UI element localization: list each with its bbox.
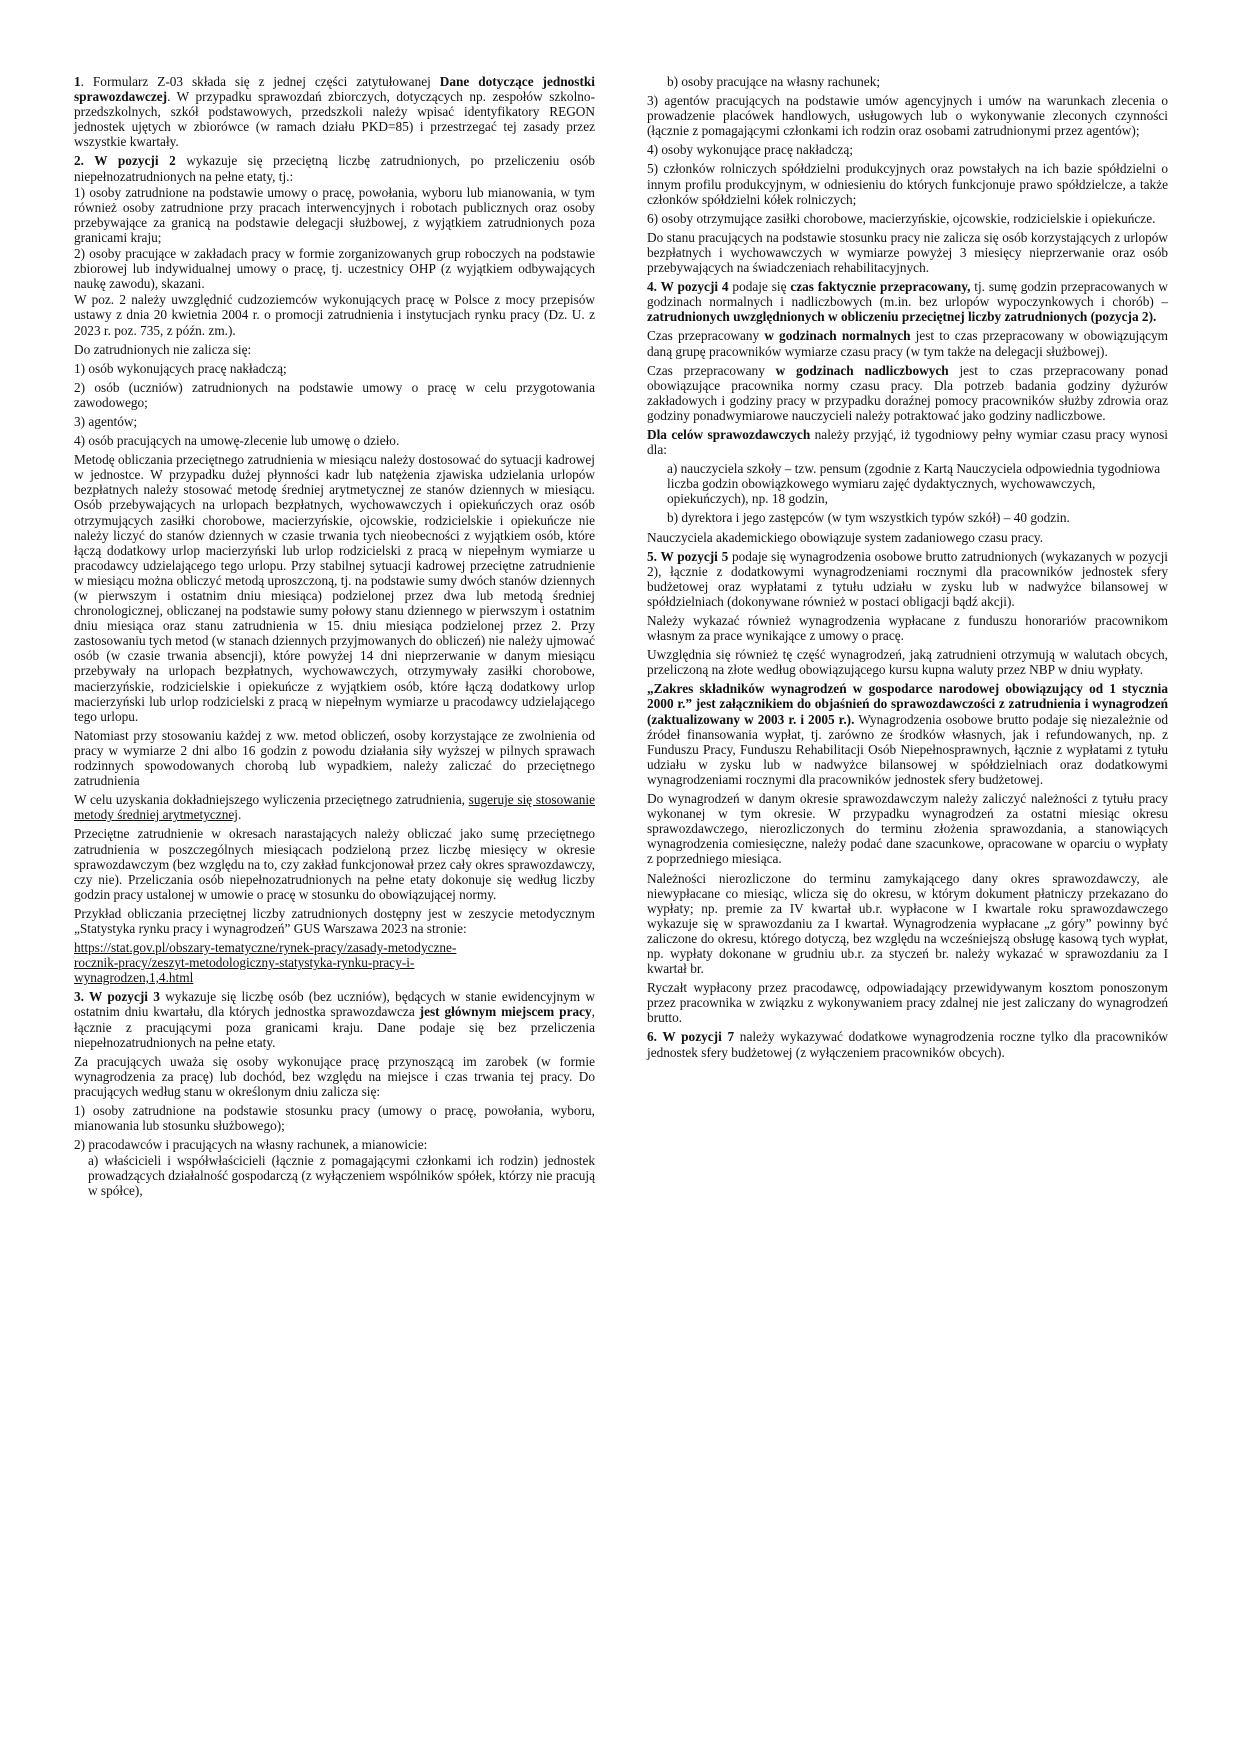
list-item: 6) osoby otrzymujące zasiłki chorobowe, macierzyńskie, ojcowskie, rodzicielskie i opiekuńcze. [647, 210, 1156, 226]
paragraph-4 [647, 279, 1168, 324]
paragraph: Do zatrudnionych nie zalicza się: [74, 341, 252, 357]
sub-list-item: b) dyrektora i jego zastępców (w tym wszystkich typów szkół) – 40 godzin. [667, 510, 1070, 526]
text: . [237, 807, 242, 823]
bold-text: Dla celów sprawozdawczych [647, 426, 811, 442]
underlined-text: sugeruje się stosowanie metody średniej arytmetycznej [74, 792, 595, 823]
paragraph-3 [74, 989, 595, 1049]
sub-list-item: a) nauczyciela szkoły – tzw. pensum (zgodnie z Kartą Nauczyciela odpowiednia tygodniowa liczba godzin obowiązkowego wymiaru zajęć dydaktycznych, wychowawczych, opiekuńczych), np. 18 godzin, [667, 461, 1161, 507]
paragraph: Przykład obliczania przeciętnej liczby zatrudnionych dostępny jest w zeszycie metodycznym „Statystyka rynku pracy i wynagrodzeń” GUS Warszawa 2023 na stronie: [74, 905, 595, 936]
bold-text: zatrudnionych uwzględnionych w obliczeniu przeciętnej liczby zatrudnionych (pozycja 2). [647, 309, 1157, 325]
paragraph: Metodę obliczania przeciętnego zatrudnienia w miesiącu należy dostosować do sytuacji kadrowej w jednostce. W przypadku dużej płynności kadr lub natężenia zjawiska udzielania urlopów bezpłatnych należy stosować metodę średniej arytmetycznej ze stanów dziennych w miesiącu. Osób przebywających na urlopach bezpłatnych, wychowawczych i opiekuńczych oraz osób otrzymujących zasiłki chorobowe, macierzyńskie, ojcowskie, rodzicielskie i opiekuńcze nie należy liczyć do stanów dziennych w czasie trwania tych nieobecności z wyjątkiem osób, które łączą dodatkowy urlop macierzyński lub urlop rodzicielski z pracą w niepełnym wymiarze u pracodawcy udzielającego tego urlopu. Przy stabilnej sytuacji kadrowej przeciętne zatrudnienie w miesiącu można obliczyć metodą uproszczoną, tj. na podstawie sumy dwóch stanów dziennych (w pierwszym i ostatnim dniu miesiąca) podzielonej przez dwa lub metodą średniej chronologicznej, obliczanej na podstawie sumy połowy stanu dziennego w pierwszym i ostatnim dniu miesiąca oraz stanu zatrudnienia w 15. dniu miesiąca podzielonej przez 2. Przy zastosowaniu tych metod (w stanach dziennych przyjmowanych do obliczeń) nie należy ujmować osób (w czasie trwania absencji), które powyżej 14 dni nieprzerwanie w danym miesiącu przebywały na urlopach bezpłatnych, wychowawczych, otrzymywały zasiłki chorobowe, macierzyńskie, rodzicielskie i opiekuńcze z wyjątkiem osób, które łączą dodatkowy urlop macierzyński lub urlop rodzicielski z pracą w niepełnym wymiarze u pracodawcy udzielającego tego urlopu. [74, 452, 595, 724]
bold-text: czas faktycznie przepracowany, [790, 279, 971, 295]
text: jest to czas przepracowany w obowiązującym daną grupę pracowników wymiarze czasu pracy (w tym także na delegacji służbowej). [647, 328, 1168, 359]
text: Wynagrodzenia osobowe brutto podaje się niezależnie od źródeł finansowania wypłat, tj. zarówno ze środków własnych, jak i refundowanych, np. z Funduszu Pracy, Funduszu Rehabilitacji Osób Niepełnosprawnych, łącznie z wypłatami z tytułu udziału w zysku lub w nadwyżce bilansowej w spółdzielniach oraz dodatkowymi wynagrodzeniami rocznymi dla pracowników jednostek sfery budżetowej. [647, 711, 1168, 787]
link-line[interactable]: https://stat.gov.pl/obszary-tematyczne/rynek-pracy/zasady-metodyczne- [74, 940, 457, 956]
paragraph: Nauczyciela akademickiego obowiązuje system zadaniowego czasu pracy. [647, 529, 1044, 545]
list-item: 4) osoby wykonujące pracę nakładczą; [647, 142, 854, 158]
list-item: 2) osób (uczniów) zatrudnionych na podstawie umowy o pracę w celu przygotowania zawodowego; [74, 379, 595, 410]
bold-text: 4. W pozycji 4 [647, 279, 729, 295]
paragraph-5 [647, 549, 1168, 609]
bold-text: 5. W pozycji 5 [647, 548, 729, 564]
list-item: 3) agentów pracujących na podstawie umów agencyjnych i umów na warunkach zlecenia o prowadzenie placówek handlowych, usługowych lub o wykonywanie zleconych czynności (łącznie z pomagającymi członkami ich rodzin oraz osobami zatrudnionymi przez agentów); [647, 93, 1168, 139]
text: Czas przepracowany [647, 362, 776, 378]
paragraph: Należy wykazać również wynagrodzenia wypłacane z funduszu honorariów pracownikom własnym za prace wynikające z umowy o pracę. [647, 613, 1168, 644]
list-item: 1) osoby zatrudnione na podstawie umowy o pracę, powołania, wyboru lub mianowania, w tym również osoby zatrudnione przy pracach interwencyjnych i robotach publicznych oraz osoby przebywające za granicą na podstawie delegacji służbowej, z wyjątkiem zatrudnionych poza granicami kraju; [74, 184, 595, 245]
stat-gov-link[interactable] [74, 940, 595, 985]
text: . W przypadku sprawozdań zbiorczych, dotyczących np. zespołów szkolno-przedszkolnych, szkół podstawowych, przedszkoli należy wpisać identyfikatory REGON jednostek ujętych w zbiorówce (w ramach działu PKD=85) i przestrzegać tej zasady przez wszystkie kwartały. [74, 89, 595, 150]
text: . Formularz Z-03 składa się z jednej części zatytułowanej [80, 74, 440, 89]
text: podaje się [728, 279, 791, 295]
link-line[interactable]: rocznik-pracy/zeszyt-metodologiczny-statystyka-rynku-pracy-i- [74, 955, 415, 971]
bold-text: 3. W pozycji 3 [74, 989, 160, 1005]
paragraph: Ryczałt wypłacony przez pracodawcę, odpowiadający przewidywanym kosztom ponoszonym przez pracownika w związku z wykonywaniem pracy zdalnej nie jest zaliczany do wynagrodzeń brutto. [647, 980, 1168, 1026]
text: wykazuje się liczbę osób (bez uczniów), będących w stanie ewidencyjnym w ostatnim dniu kwartału, dla których jednostka sprawozdawcza [74, 989, 596, 1020]
text: należy przyjąć, iż tygodniowy pełny wymiar czasu pracy wynosi dla: [647, 426, 1169, 458]
text: wykazuje się przeciętną liczbę zatrudnionych, po przeliczeniu osób niepełnozatrudnionych na pełne etaty, tj.: [74, 153, 595, 184]
text: jest to czas przepracowany ponad obowiązujące pracownika normy czasu pracy. Dla potrzeb badania godziny dyżurów zakładowych i godziny pracy w przypadku doraźnej pomocy pracowników służby zdrowia oraz godziny ponadwymiarowe nauczycieli należy potraktować jako godziny nadliczbowe. [647, 362, 1168, 423]
list-item: 2) osoby pracujące w zakładach pracy w formie zorganizowanych grup roboczych na podstawie zbiorowej lub indywidualnej umowy o pracę, tj. uczestnicy OHP (z wyjątkiem odbywających naukę zawodu), skazani. [74, 246, 595, 292]
paragraph [647, 328, 1168, 358]
paragraph: Za pracujących uważa się osoby wykonujące pracę przynoszącą im zarobek (w formie wynagrodzenia za pracę) lub dochód, bez względu na miejsce i czas trwania tej pracy. Do pracujących według stanu w określonym dniu zalicza się: [74, 1053, 595, 1099]
paragraph: W poz. 2 należy uwzględnić cudzoziemców wykonujących pracę w Polsce z mocy przepisów ustawy z dnia 20 kwietnia 2004 r. o promocji zatrudnienia i instytucjach rynku pracy (Dz. U. z 2023 r. poz. 735, z późn. zm.). [74, 292, 595, 338]
paragraph: Należności nierozliczone do terminu zamykającego dany okres sprawozdawczy, ale niewypłacane co miesiąc, wlicza się do okresu, w którym dokument płatniczy przekazano do wypłaty; np. premie za IV kwartał ub.r. wypłacone w I kwartale roku sprawozdawczego wykazuje się w sprawozdaniu za I kwartał. Wynagrodzenia wypłacane „z góry” powinny być zaliczone do okresu, którego dotyczą, bez względu na wcześniejszą obsługę kasową tych wypłat, np. wypłaty dokonane w grudniu ub.r. za styczeń br. należy wykazać w sprawozdaniu za I kwartał br. [647, 870, 1168, 977]
list-item: 2) pracodawców i pracujących na własny rachunek, a mianowicie: [74, 1137, 428, 1153]
paragraph: Uwzględnia się również tę część wynagrodzeń, jaką zatrudnieni otrzymują w walutach obcych, przeliczoną na złote według obowiązującego kursu kupna waluty przez NBP w dniu wypłaty. [647, 647, 1168, 678]
document-page [74, 74, 1168, 1714]
text: Czas przepracowany [647, 328, 765, 344]
paragraph: Natomiast przy stosowaniu każdej z ww. metod obliczeń, osoby korzystające ze zwolnienia od pracy w wymiarze 2 dni albo 16 godzin z powodu działania siły wyższej w pilnych sprawach rodzinnych spowodowanych chorobą lub wypadkiem, należy zaliczać do przeciętnego zatrudnienia [74, 727, 595, 789]
paragraph [647, 427, 1168, 457]
item-number: 1 [74, 74, 81, 89]
paragraph: Do stanu pracujących na podstawie stosunku pracy nie zalicza się osób korzystających z urlopów bezpłatnych i wychowawczych w wymiarze powyżej 3 miesięcy nieprzerwanie oraz osób przebywających na świadczeniach rehabilitacyjnych. [647, 229, 1168, 276]
list-item: 1) osób wykonujących pracę nakładczą; [74, 360, 287, 376]
bold-text: „Zakres składników wynagrodzeń w gospodarce narodowej obowiązujący od 1 stycznia 2000 r.” jest załącznikiem do objaśnień do sprawozdawczości z zatrudnienia i wynagrodzeń (zaktualizowany w 2003 r. i 2005 r.). [647, 681, 1168, 727]
text: W celu uzyskania dokładniejszego wyliczenia przeciętnego zatrudnienia, [74, 792, 469, 808]
text: tj. sumę godzin przepracowanych w godzinach normalnych i nadliczbowych (m.in. bez urlopów wypoczynkowych i chorób) – [647, 279, 1168, 310]
list-item: 5) członków rolniczych spółdzielni produkcyjnych oraz powstałych na ich bazie spółdzielni o innym profilu produkcyjnym, w odniesieniu do których funkcjonuje prawo spółdzielcze, a także członków spółdzielni kółek rolniczych; [647, 161, 1168, 207]
sub-list-item: b) osoby pracujące na własny rachunek; [667, 74, 881, 89]
paragraph-1 [74, 74, 595, 149]
right-column [647, 74, 1168, 1714]
paragraph-2 [74, 153, 595, 183]
paragraph [647, 363, 1168, 423]
paragraph: Do wynagrodzeń w danym okresie sprawozdawczym należy zaliczyć należności z tytułu pracy wykonanej w tym okresie. W przypadku wynagrodzeń za ostatni miesiąc okresu sprawozdawczego, nierozliczonych do terminu złożenia sprawozdania, a stanowiących wynagrodzenia comiesięczne, należy podać dane szacunkowe, opracowane w oparciu o wypłaty z poprzedniego miesiąca. [647, 791, 1168, 867]
left-column [74, 74, 595, 1714]
paragraph: Przeciętne zatrudnienie w okresach narastających należy obliczać jako sumę przeciętnego zatrudnienia w poszczególnych miesiącach podzieloną przez liczbę miesięcy w okresie sprawozdawczym (bez względu na to, czy zakład funkcjonował przez cały okres sprawozdawczy, czy nie). Przeliczania osób niepełnozatrudnionych na pełne etaty dokonuje się według liczby godzin pracy ustalonej w umowie o pracę w stosunku do obowiązującej normy. [74, 826, 595, 902]
text: podaje się wynagrodzenia osobowe brutto zatrudnionych (wykazanych w pozycji 2), łącznie z dodatkowymi wynagrodzeniami rocznymi dla pracowników jednostek sfery budżetowej oraz wypłatami z tytułu udziału w zysku lub w nadwyżce bilansowej w spółdzielniach (dokonywane również w postaci obligacji bądź akcji). [647, 548, 1169, 609]
bold-text: 2. W pozycji 2 [74, 153, 176, 169]
bold-text: Dane dotyczące jednostki sprawozdawczej [74, 74, 595, 105]
list-item: 4) osób pracujących na umowę-zlecenie lub umowę o dzieło. [74, 433, 400, 449]
paragraph [647, 681, 1168, 787]
list-item: 1) osoby zatrudnione na podstawie stosunku pracy (umowy o pracę, powołania, wyboru, mianowania lub stosunku służbowego); [74, 1103, 595, 1134]
bold-text: jest głównym miejscem pracy [419, 1004, 592, 1020]
paragraph [74, 792, 595, 822]
sub-list-item: a) właścicieli i współwłaścicieli (łącznie z pomagającymi członkami ich rodzin) jednostek prowadzących działalność gospodarczą (z wyłączeniem wspólników spółek, którzy nie pracują w spółce), [88, 1153, 595, 1199]
link-line[interactable]: wynagrodzen,1,4.html [74, 970, 194, 986]
bold-text: w godzinach nadliczbowych [775, 362, 949, 378]
list-item: 3) agentów; [74, 413, 138, 429]
text: , łącznie z pracującymi poza granicami kraju. Dane podaje się bez przeliczenia niepełnozatrudnionych na pełne etaty. [74, 1004, 595, 1050]
bold-text: 6. W pozycji 7 [647, 1029, 735, 1045]
bold-text: w godzinach normalnych [764, 328, 911, 344]
text: należy wykazywać dodatkowe wynagrodzenia roczne tylko dla pracowników jednostek sfery budżetowej (z wyłączeniem pracowników obcych). [647, 1029, 1169, 1060]
paragraph-6 [647, 1029, 1168, 1059]
